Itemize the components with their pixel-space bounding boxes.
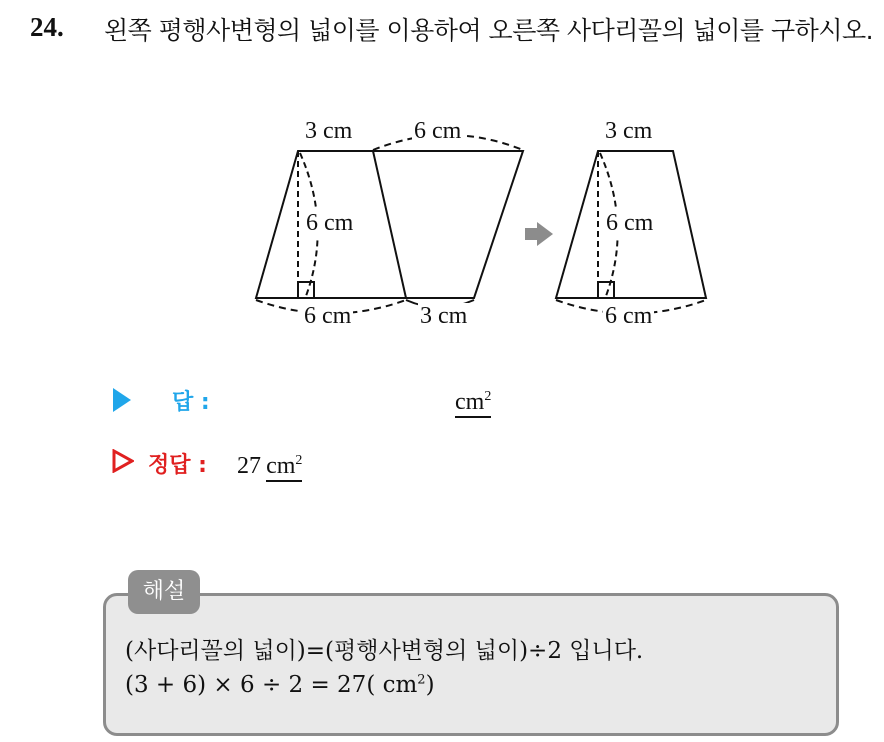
left-top-arc-label: 6 cm: [414, 118, 462, 144]
right-top-label: 3 cm: [605, 118, 653, 144]
right-bottom-label: 6 cm: [605, 303, 653, 329]
left-bottom-right-label: 3 cm: [420, 303, 468, 329]
trapezoid-divider: [373, 151, 406, 298]
right-arrow-icon: [525, 222, 553, 246]
answer-marker-icon: [113, 388, 131, 412]
question-number: 24.: [30, 12, 64, 42]
answer-blank[interactable]: [455, 384, 491, 415]
correct-marker-icon: [112, 449, 134, 473]
left-height-label: 6 cm: [306, 210, 354, 236]
left-bottom-label: 6 cm: [304, 303, 352, 329]
correct-value: 27: [237, 453, 261, 479]
right-angle-mark: [298, 282, 314, 298]
answer-unit: $cm^2$: [455, 389, 491, 418]
solution-line-1: (사다리꼴의 넓이)=(평행사변형의 넓이)÷2 입니다.: [125, 638, 644, 664]
trapezoid-right-angle-mark: [598, 282, 614, 298]
solution-line-2: (3 + 6) × 6 ÷ 2 = 27( $cm^2$): [125, 672, 435, 698]
solution-tab: 해설: [128, 570, 200, 614]
answer-label: 답 :: [172, 390, 210, 415]
correct-answer: [237, 448, 302, 480]
right-height-label: 6 cm: [606, 210, 654, 236]
left-top-label: 3 cm: [305, 118, 353, 144]
correct-unit: $cm^2$: [266, 453, 302, 482]
parallelogram-figure: [256, 135, 523, 314]
correct-label: 정답 :: [148, 453, 207, 478]
question-text: 왼쪽 평행사변형의 넓이를 이용하여 오른쪽 사다리꼴의 넓이를 구하시오.: [104, 16, 874, 45]
